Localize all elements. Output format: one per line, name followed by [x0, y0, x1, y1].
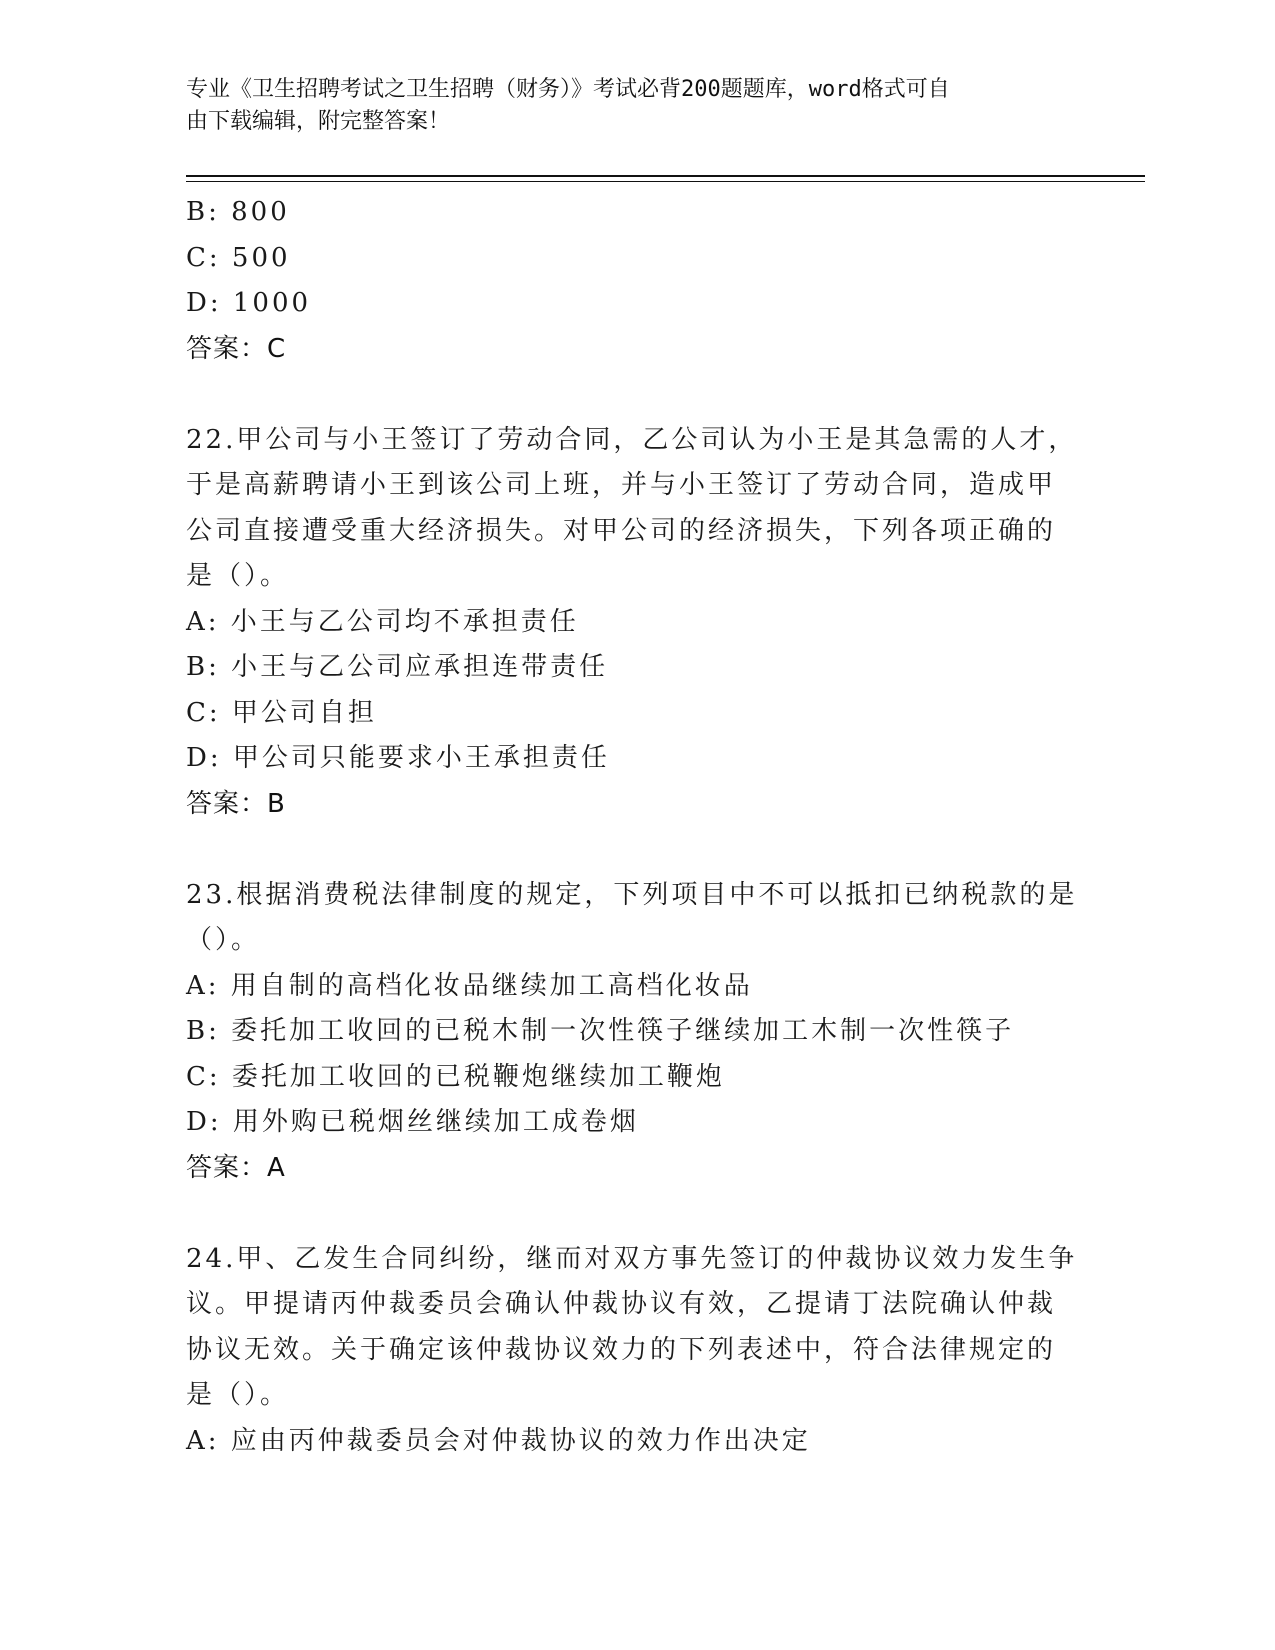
question-21-continued [186, 190, 1086, 372]
question-text-line: 22.甲公司与小王签订了劳动合同，乙公司认为小王是其急需的人才， [186, 424, 1078, 455]
question-text-line: 24.甲、乙发生合同纠纷，继而对双方事先签订的仲裁协议效力发生争 [186, 1243, 1078, 1274]
spacer [186, 827, 1086, 873]
question-text-line: 公司直接遭受重大经济损失。对甲公司的经济损失，下列各项正确的 [186, 515, 1057, 546]
answer-line: 答案：A [186, 1152, 286, 1183]
option-b: B: 800 [186, 197, 290, 227]
option-c: C: 甲公司自担 [186, 697, 377, 728]
option-d: D: 甲公司只能要求小王承担责任 [186, 743, 610, 773]
option-b: B: 委托加工收回的已税木制一次性筷子继续加工木制一次性筷子 [186, 1016, 1015, 1046]
question-content [186, 190, 1086, 1464]
option-c: C: 500 [186, 242, 291, 273]
header-rule-thick [186, 175, 1145, 177]
question-text-line: 协议无效。关于确定该仲裁协议效力的下列表述中，符合法律规定的 [186, 1334, 1057, 1365]
option-c: C: 委托加工收回的已税鞭炮继续加工鞭炮 [186, 1061, 725, 1092]
header-rule-thin [186, 181, 1145, 182]
option-d: D: 1000 [186, 288, 312, 318]
question-22 [186, 418, 1086, 828]
option-d: D: 用外购已税烟丝继续加工成卷烟 [186, 1107, 639, 1137]
question-text-line: 23.根据消费税法律制度的规定，下列项目中不可以抵扣已纳税款的是 [186, 879, 1078, 910]
question-text-line: （）。 [186, 925, 261, 955]
question-text-line: 是（）。 [186, 561, 290, 591]
question-24 [186, 1237, 1086, 1465]
spacer [186, 1191, 1086, 1237]
question-text-line: 于是高薪聘请小王到该公司上班，并与小王签订了劳动合同，造成甲 [186, 470, 1057, 500]
option-b: B: 小王与乙公司应承担连带责任 [186, 652, 609, 682]
answer-line: 答案：C [186, 333, 287, 364]
option-a: A: 用自制的高档化妆品继续加工高档化妆品 [186, 970, 753, 1001]
question-23 [186, 873, 1086, 1192]
answer-line: 答案：B [186, 788, 286, 819]
document-header [186, 74, 1066, 138]
header-line-2: 由下载编辑，附完整答案！ [186, 109, 451, 134]
spacer [186, 372, 1086, 418]
option-a: A: 小王与乙公司均不承担责任 [186, 606, 579, 637]
header-line-1: 专业《卫生招聘考试之卫生招聘（财务）》考试必背200题题库，word格式可自 [186, 77, 950, 102]
question-text-line: 议。甲提请丙仲裁委员会确认仲裁协议有效，乙提请丁法院确认仲裁 [186, 1289, 1057, 1319]
question-text-line: 是（）。 [186, 1380, 290, 1410]
option-a: A: 应由丙仲裁委员会对仲裁协议的效力作出决定 [186, 1425, 811, 1456]
